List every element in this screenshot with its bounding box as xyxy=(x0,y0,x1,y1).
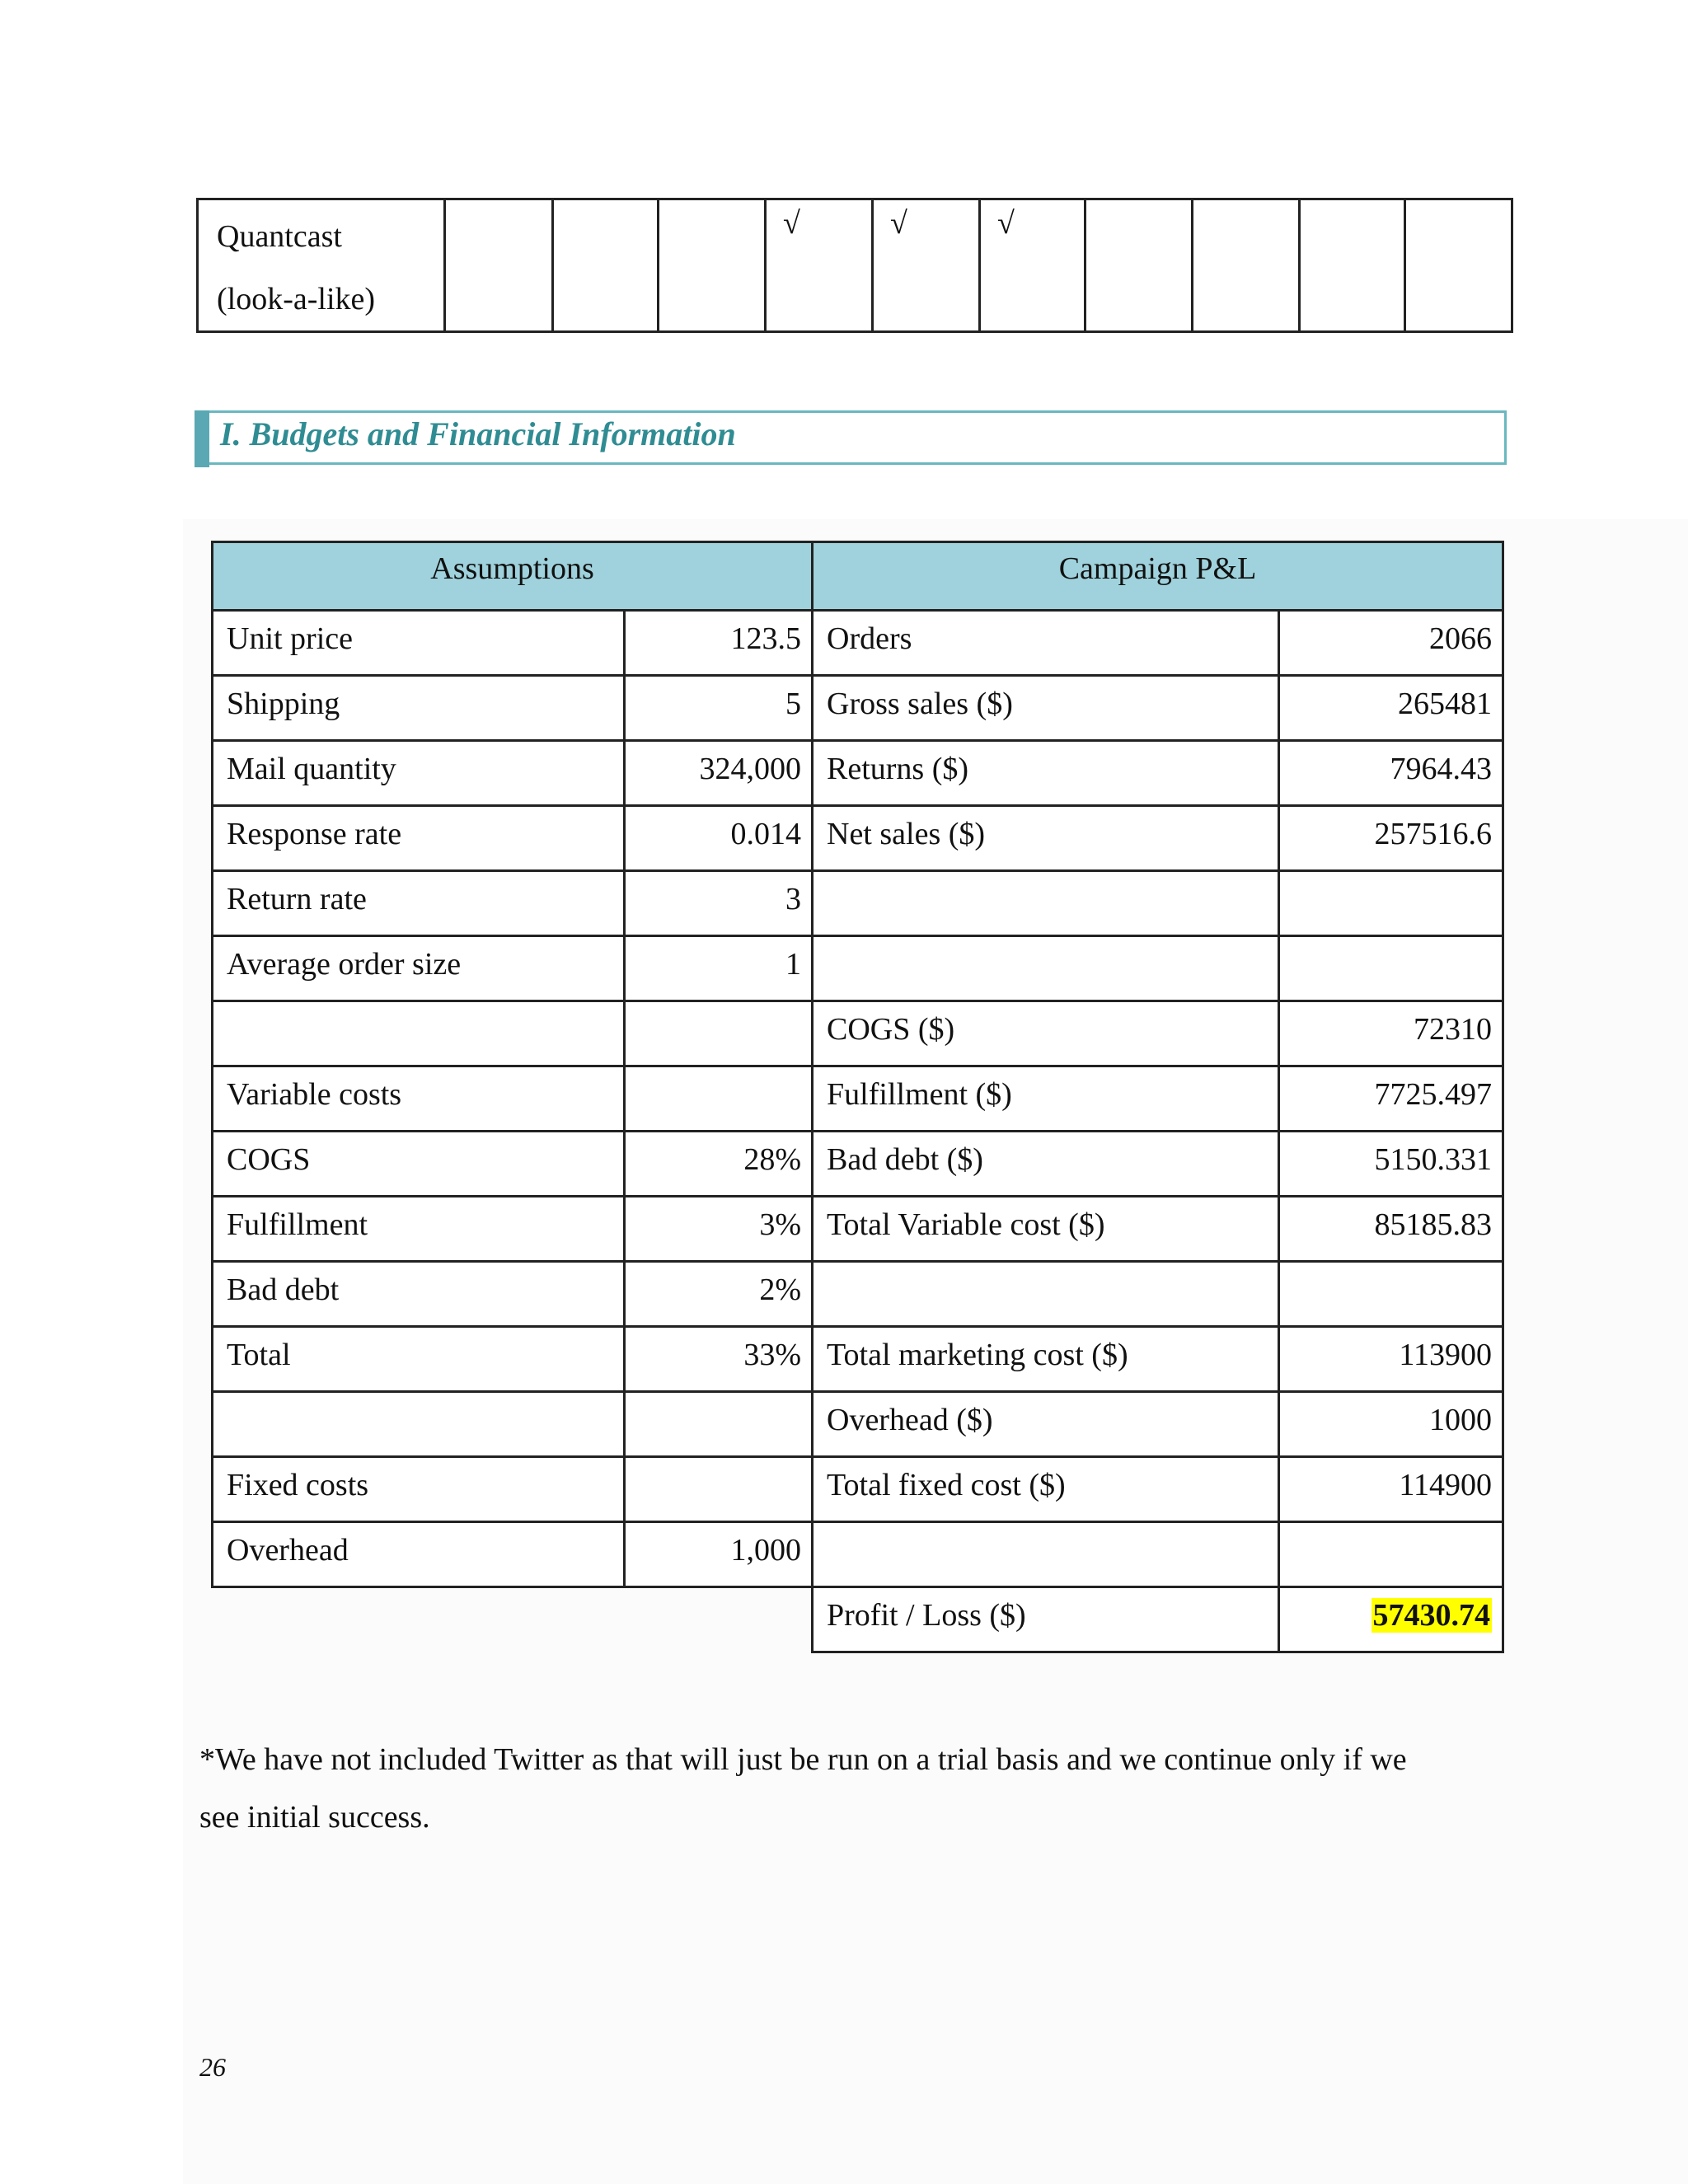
profit-row xyxy=(213,1587,1503,1652)
profit-value: 57430.74 xyxy=(1372,1598,1490,1633)
table-row xyxy=(213,611,1503,676)
table-row xyxy=(213,871,1503,936)
table-row xyxy=(213,1457,1503,1522)
assumptions-header: Assumptions xyxy=(213,542,813,611)
table-row xyxy=(213,1001,1503,1066)
assumption-value: 2% xyxy=(625,1262,813,1327)
channel-table xyxy=(196,198,1513,333)
pl-value xyxy=(1279,1262,1503,1327)
pl-value: 5150.331 xyxy=(1279,1132,1503,1197)
page-number: 26 xyxy=(199,2052,226,2082)
table-cell xyxy=(1193,199,1300,332)
table-cell xyxy=(1300,199,1405,332)
table-row xyxy=(198,199,1512,332)
section-heading xyxy=(195,410,1507,465)
checkmark-cell: √ xyxy=(873,199,980,332)
pl-label xyxy=(813,871,1279,936)
table-row xyxy=(213,1132,1503,1197)
assumption-value xyxy=(625,1392,813,1457)
assumption-label: Fulfillment xyxy=(213,1197,625,1262)
assumption-label: Return rate xyxy=(213,871,625,936)
assumption-value: 1 xyxy=(625,936,813,1001)
assumption-label: Average order size xyxy=(213,936,625,1001)
pl-value: 2066 xyxy=(1279,611,1503,676)
pl-label: Fulfillment ($) xyxy=(813,1066,1279,1132)
assumption-label: Bad debt xyxy=(213,1262,625,1327)
section-title: I. Budgets and Financial Information xyxy=(220,415,736,452)
budget-header-row xyxy=(213,542,1503,611)
table-cell xyxy=(1085,199,1193,332)
pl-value xyxy=(1279,936,1503,1001)
assumption-label: Overhead xyxy=(213,1522,625,1587)
pl-label: Orders xyxy=(813,611,1279,676)
assumption-label: Total xyxy=(213,1327,625,1392)
pl-value: 1000 xyxy=(1279,1392,1503,1457)
assumption-value: 5 xyxy=(625,676,813,741)
pl-value: 7964.43 xyxy=(1279,741,1503,806)
table-row xyxy=(213,806,1503,871)
pl-value: 85185.83 xyxy=(1279,1197,1503,1262)
table-row xyxy=(213,1392,1503,1457)
assumption-value: 1,000 xyxy=(625,1522,813,1587)
campaign-pl-header: Campaign P&L xyxy=(813,542,1503,611)
assumption-label: Shipping xyxy=(213,676,625,741)
assumption-value: 33% xyxy=(625,1327,813,1392)
empty-cell xyxy=(625,1587,813,1652)
pl-value: 7725.497 xyxy=(1279,1066,1503,1132)
assumption-value: 28% xyxy=(625,1132,813,1197)
pl-value: 257516.6 xyxy=(1279,806,1503,871)
table-row xyxy=(213,676,1503,741)
table-cell xyxy=(659,199,766,332)
profit-label: Profit / Loss ($) xyxy=(813,1587,1279,1652)
pl-label xyxy=(813,1262,1279,1327)
pl-label: Bad debt ($) xyxy=(813,1132,1279,1197)
assumption-label xyxy=(213,1392,625,1457)
assumption-label: Fixed costs xyxy=(213,1457,625,1522)
table-row xyxy=(213,1197,1503,1262)
assumption-label xyxy=(213,1001,625,1066)
table-row xyxy=(213,1262,1503,1327)
assumption-value: 3 xyxy=(625,871,813,936)
table-row xyxy=(213,1066,1503,1132)
assumption-value: 123.5 xyxy=(625,611,813,676)
footnote xyxy=(199,1731,1518,1846)
pl-label: COGS ($) xyxy=(813,1001,1279,1066)
assumption-value xyxy=(625,1001,813,1066)
pl-value: 114900 xyxy=(1279,1457,1503,1522)
budget-table xyxy=(211,541,1504,1653)
empty-cell xyxy=(213,1587,625,1652)
pl-label: Returns ($) xyxy=(813,741,1279,806)
pl-label: Total fixed cost ($) xyxy=(813,1457,1279,1522)
table-cell xyxy=(1405,199,1512,332)
assumption-value xyxy=(625,1457,813,1522)
table-cell xyxy=(553,199,659,332)
pl-label xyxy=(813,936,1279,1001)
channel-subname: (look-a-like) xyxy=(217,282,376,316)
assumption-label: Mail quantity xyxy=(213,741,625,806)
table-row xyxy=(213,1522,1503,1587)
pl-value xyxy=(1279,1522,1503,1587)
pl-label: Overhead ($) xyxy=(813,1392,1279,1457)
assumption-value: 3% xyxy=(625,1197,813,1262)
footnote-line: *We have not included Twitter as that will just be run on a trial basis and we continue only if we xyxy=(199,1742,1407,1777)
section-heading-accent xyxy=(195,410,209,467)
pl-value: 72310 xyxy=(1279,1001,1503,1066)
pl-label xyxy=(813,1522,1279,1587)
pl-value: 265481 xyxy=(1279,676,1503,741)
assumption-label: Variable costs xyxy=(213,1066,625,1132)
checkmark-cell: √ xyxy=(766,199,873,332)
pl-label: Total Variable cost ($) xyxy=(813,1197,1279,1262)
pl-label: Gross sales ($) xyxy=(813,676,1279,741)
footnote-line: see initial success. xyxy=(199,1800,430,1835)
channel-name: Quantcast xyxy=(217,219,342,254)
assumption-label: Unit price xyxy=(213,611,625,676)
checkmark-cell: √ xyxy=(980,199,1085,332)
table-row xyxy=(213,1327,1503,1392)
table-row xyxy=(213,936,1503,1001)
table-cell xyxy=(445,199,553,332)
assumption-label: COGS xyxy=(213,1132,625,1197)
pl-value xyxy=(1279,871,1503,936)
channel-row-label xyxy=(198,199,445,332)
table-row xyxy=(213,741,1503,806)
assumption-value: 324,000 xyxy=(625,741,813,806)
pl-label: Net sales ($) xyxy=(813,806,1279,871)
assumption-value: 0.014 xyxy=(625,806,813,871)
pl-label: Total marketing cost ($) xyxy=(813,1327,1279,1392)
assumption-value xyxy=(625,1066,813,1132)
pl-value: 113900 xyxy=(1279,1327,1503,1392)
profit-value-cell xyxy=(1279,1587,1503,1652)
assumption-label: Response rate xyxy=(213,806,625,871)
